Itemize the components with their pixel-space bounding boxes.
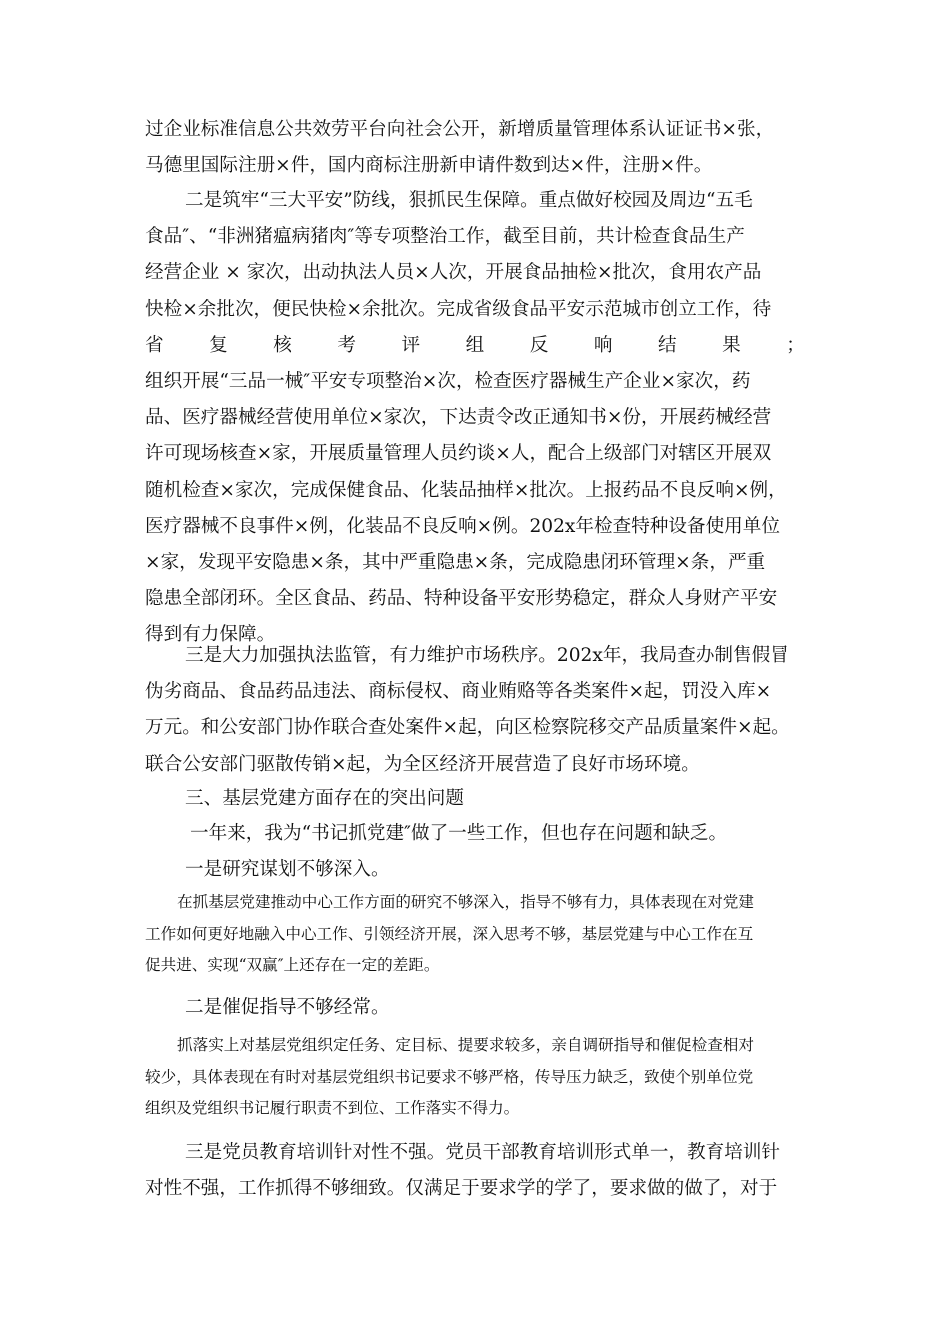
text-line: 过企业标准信息公共效劳平台向社会公开，新增质量管理体系认证证书×张， <box>145 119 775 140</box>
justified-char: ； <box>786 334 805 356</box>
text-line: 医疗器械不良事件×例，化装品不良反响×例。202x年检查特种设备使用单位 <box>145 515 780 537</box>
justified-char: 复 <box>209 334 228 356</box>
text-line: 工作如何更好地融入中心工作、引领经济开展，深入思考不够，基层党建与中心工作在互 <box>145 924 754 943</box>
text-line: 二是筑牢“三大平安”防线，狠抓民生保障。重点做好校园及周边“五毛 <box>185 190 753 211</box>
text-line: 食品″、“非洲猪瘟病猪肉″等专项整治工作，截至目前，共计检查食品生产 <box>145 226 745 248</box>
justified-char: 核 <box>273 334 292 356</box>
text-line: 三是党员教育培训针对性不强。党员干部教育培训形式单一，教育培训针 <box>185 1142 781 1163</box>
item3-paragraph <box>145 1135 805 1207</box>
justified-char: 考 <box>337 334 356 356</box>
text-line: 马德里国际注册×件，国内商标注册新申请件数到达×件，注册×件。 <box>145 155 713 177</box>
text-line: 一年来，我为“书记抓党建″做了一些工作，但也存在问题和缺乏。 <box>190 823 728 844</box>
item2-body <box>145 1030 805 1125</box>
paragraph-standards-registration <box>145 112 805 184</box>
text-line: 品、医疗器械经营使用单位×家次，下达责令改正通知书×份，开展药械经营 <box>145 407 772 429</box>
text-line: 万元。和公安部门协作联合查处案件×起，向区检察院移交产品质量案件×起。 <box>145 717 790 739</box>
text-line: 促共进、实现“双赢″上还存在一定的差距。 <box>145 956 440 974</box>
text-line: 三是大力加强执法监管，有力维护市场秩序。202x年，我局查办制售假冒 <box>185 645 789 666</box>
text-line: 快检×余批次，便民快检×余批次。完成省级食品平安示范城市创立工作，待 <box>145 298 772 320</box>
justified-char: 响 <box>593 334 613 356</box>
justified-text-line <box>145 328 805 364</box>
item1-title <box>145 852 805 888</box>
text-line: 得到有力保障。 <box>145 624 276 646</box>
section-heading-3 <box>145 781 805 817</box>
justified-char: 反 <box>529 334 549 356</box>
text-line: 在抓基层党建推动中心工作方面的研究不够深入，指导不够有力，具体表现在对党建 <box>177 893 754 911</box>
text-line: 一是研究谋划不够深入。 <box>185 859 390 880</box>
text-line: 二是催促指导不够经常。 <box>185 997 390 1018</box>
justified-char: 评 <box>401 334 421 356</box>
item2-title <box>145 990 805 1026</box>
justified-char: 结 <box>658 334 677 356</box>
text-line: 抓落实上对基层党组织定任务、定目标、提要求较多，亲自调研指导和催促检查相对 <box>177 1036 754 1054</box>
item1-body <box>145 887 805 982</box>
text-line: 组织及党组织书记履行职责不到位、工作落实不得力。 <box>145 1099 520 1117</box>
text-line: 伪劣商品、食品药品违法、商标侵权、商业贿赂等各类案件×起，罚没入库× <box>145 681 772 703</box>
paragraph-intro <box>145 816 805 852</box>
text-line: 联合公安部门驱散传销×起，为全区经济开展营造了良好市场环境。 <box>145 753 700 775</box>
heading-text: 三、基层党建方面存在的突出问题 <box>185 788 464 809</box>
paragraph-law-enforcement <box>145 638 805 783</box>
text-line: ×家，发现平安隐患×条，其中严重隐患×条，完成隐患闭环管理×条，严重 <box>145 552 766 574</box>
paragraph-safety-defense <box>145 183 805 654</box>
justified-char: 组 <box>465 334 485 356</box>
justified-char: 果 <box>722 334 741 356</box>
justified-char: 省 <box>145 334 164 356</box>
text-line: 隐患全部闭环。全区食品、药品、特种设备平安形势稳定，群众人身财产平安 <box>145 588 778 610</box>
text-line: 较少，具体表现在有时对基层党组织书记要求不够严格，传导压力缺乏，致使个别单位党 <box>145 1067 754 1086</box>
text-line: 组织开展“三品一械″平安专项整治×次，检查医疗器械生产企业×家次，药 <box>145 371 751 393</box>
text-line: 对性不强，工作抓得不够细致。仅满足于要求学的学了，要求做的做了，对于 <box>145 1178 778 1200</box>
text-line: 随机检查×家次，完成保健食品、化装品抽样×批次。上报药品不良反响×例， <box>145 479 787 501</box>
text-line: 许可现场核查×家，开展质量管理人员约谈×人，配合上级部门对辖区开展双 <box>145 443 772 465</box>
text-line: 经营企业 × 家次，出动执法人员×人次，开展食品抽检×批次，食用农产品 <box>145 262 762 284</box>
